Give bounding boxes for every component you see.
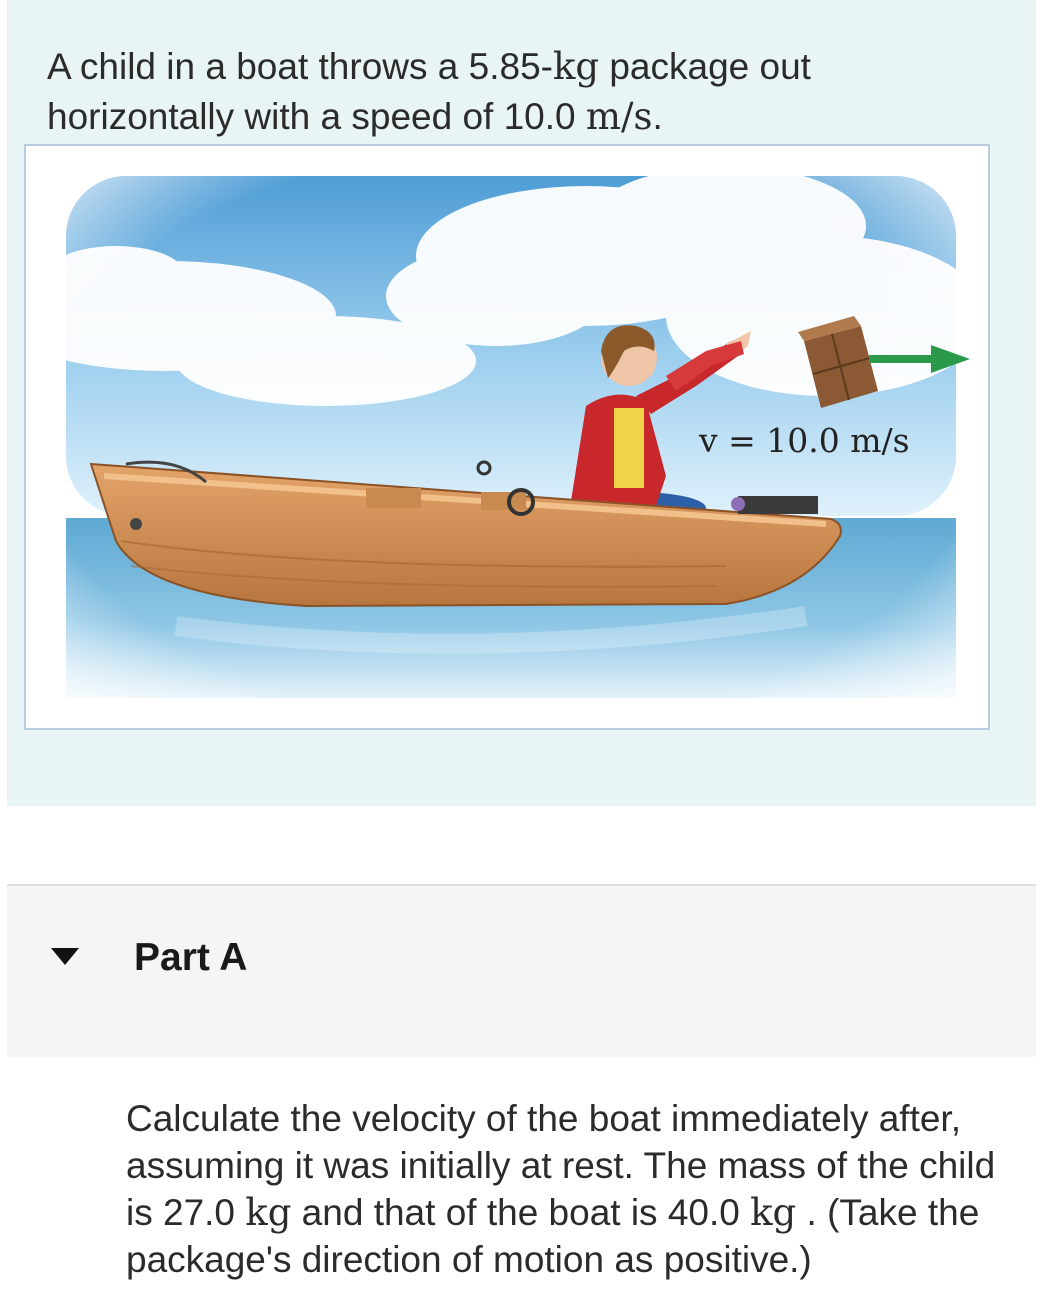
part-title: Part A: [134, 936, 248, 979]
question-text: [126, 1095, 1026, 1283]
intro-text: [47, 42, 1007, 142]
question-text-3: . (Take the package's direction of motion as positive.): [126, 1192, 980, 1280]
intro-text-3: .: [652, 96, 663, 137]
collapse-triangle-icon[interactable]: [51, 948, 79, 965]
intro-unit-kg: kg: [552, 45, 600, 88]
boat-illustration: [26, 146, 988, 728]
part-a-header[interactable]: [7, 886, 1036, 1057]
boat-figure: [24, 144, 990, 730]
question-text-2: and that of the boat is 40.0: [291, 1192, 751, 1233]
question-unit-kg-1: kg: [245, 1191, 292, 1234]
intro-text-2: package out horizontally with a speed of 10.0: [47, 46, 811, 137]
question-text-1: Calculate the velocity of the boat immediately after, assuming it was initially at rest. The mass of the child is 27.0: [126, 1098, 996, 1233]
intro-unit-ms: m/s: [585, 95, 653, 138]
intro-text-1: A child in a boat throws a 5.85-: [47, 46, 553, 87]
question-unit-kg-2: kg: [750, 1191, 797, 1234]
velocity-label: v = 10.0 m/s: [699, 421, 910, 460]
